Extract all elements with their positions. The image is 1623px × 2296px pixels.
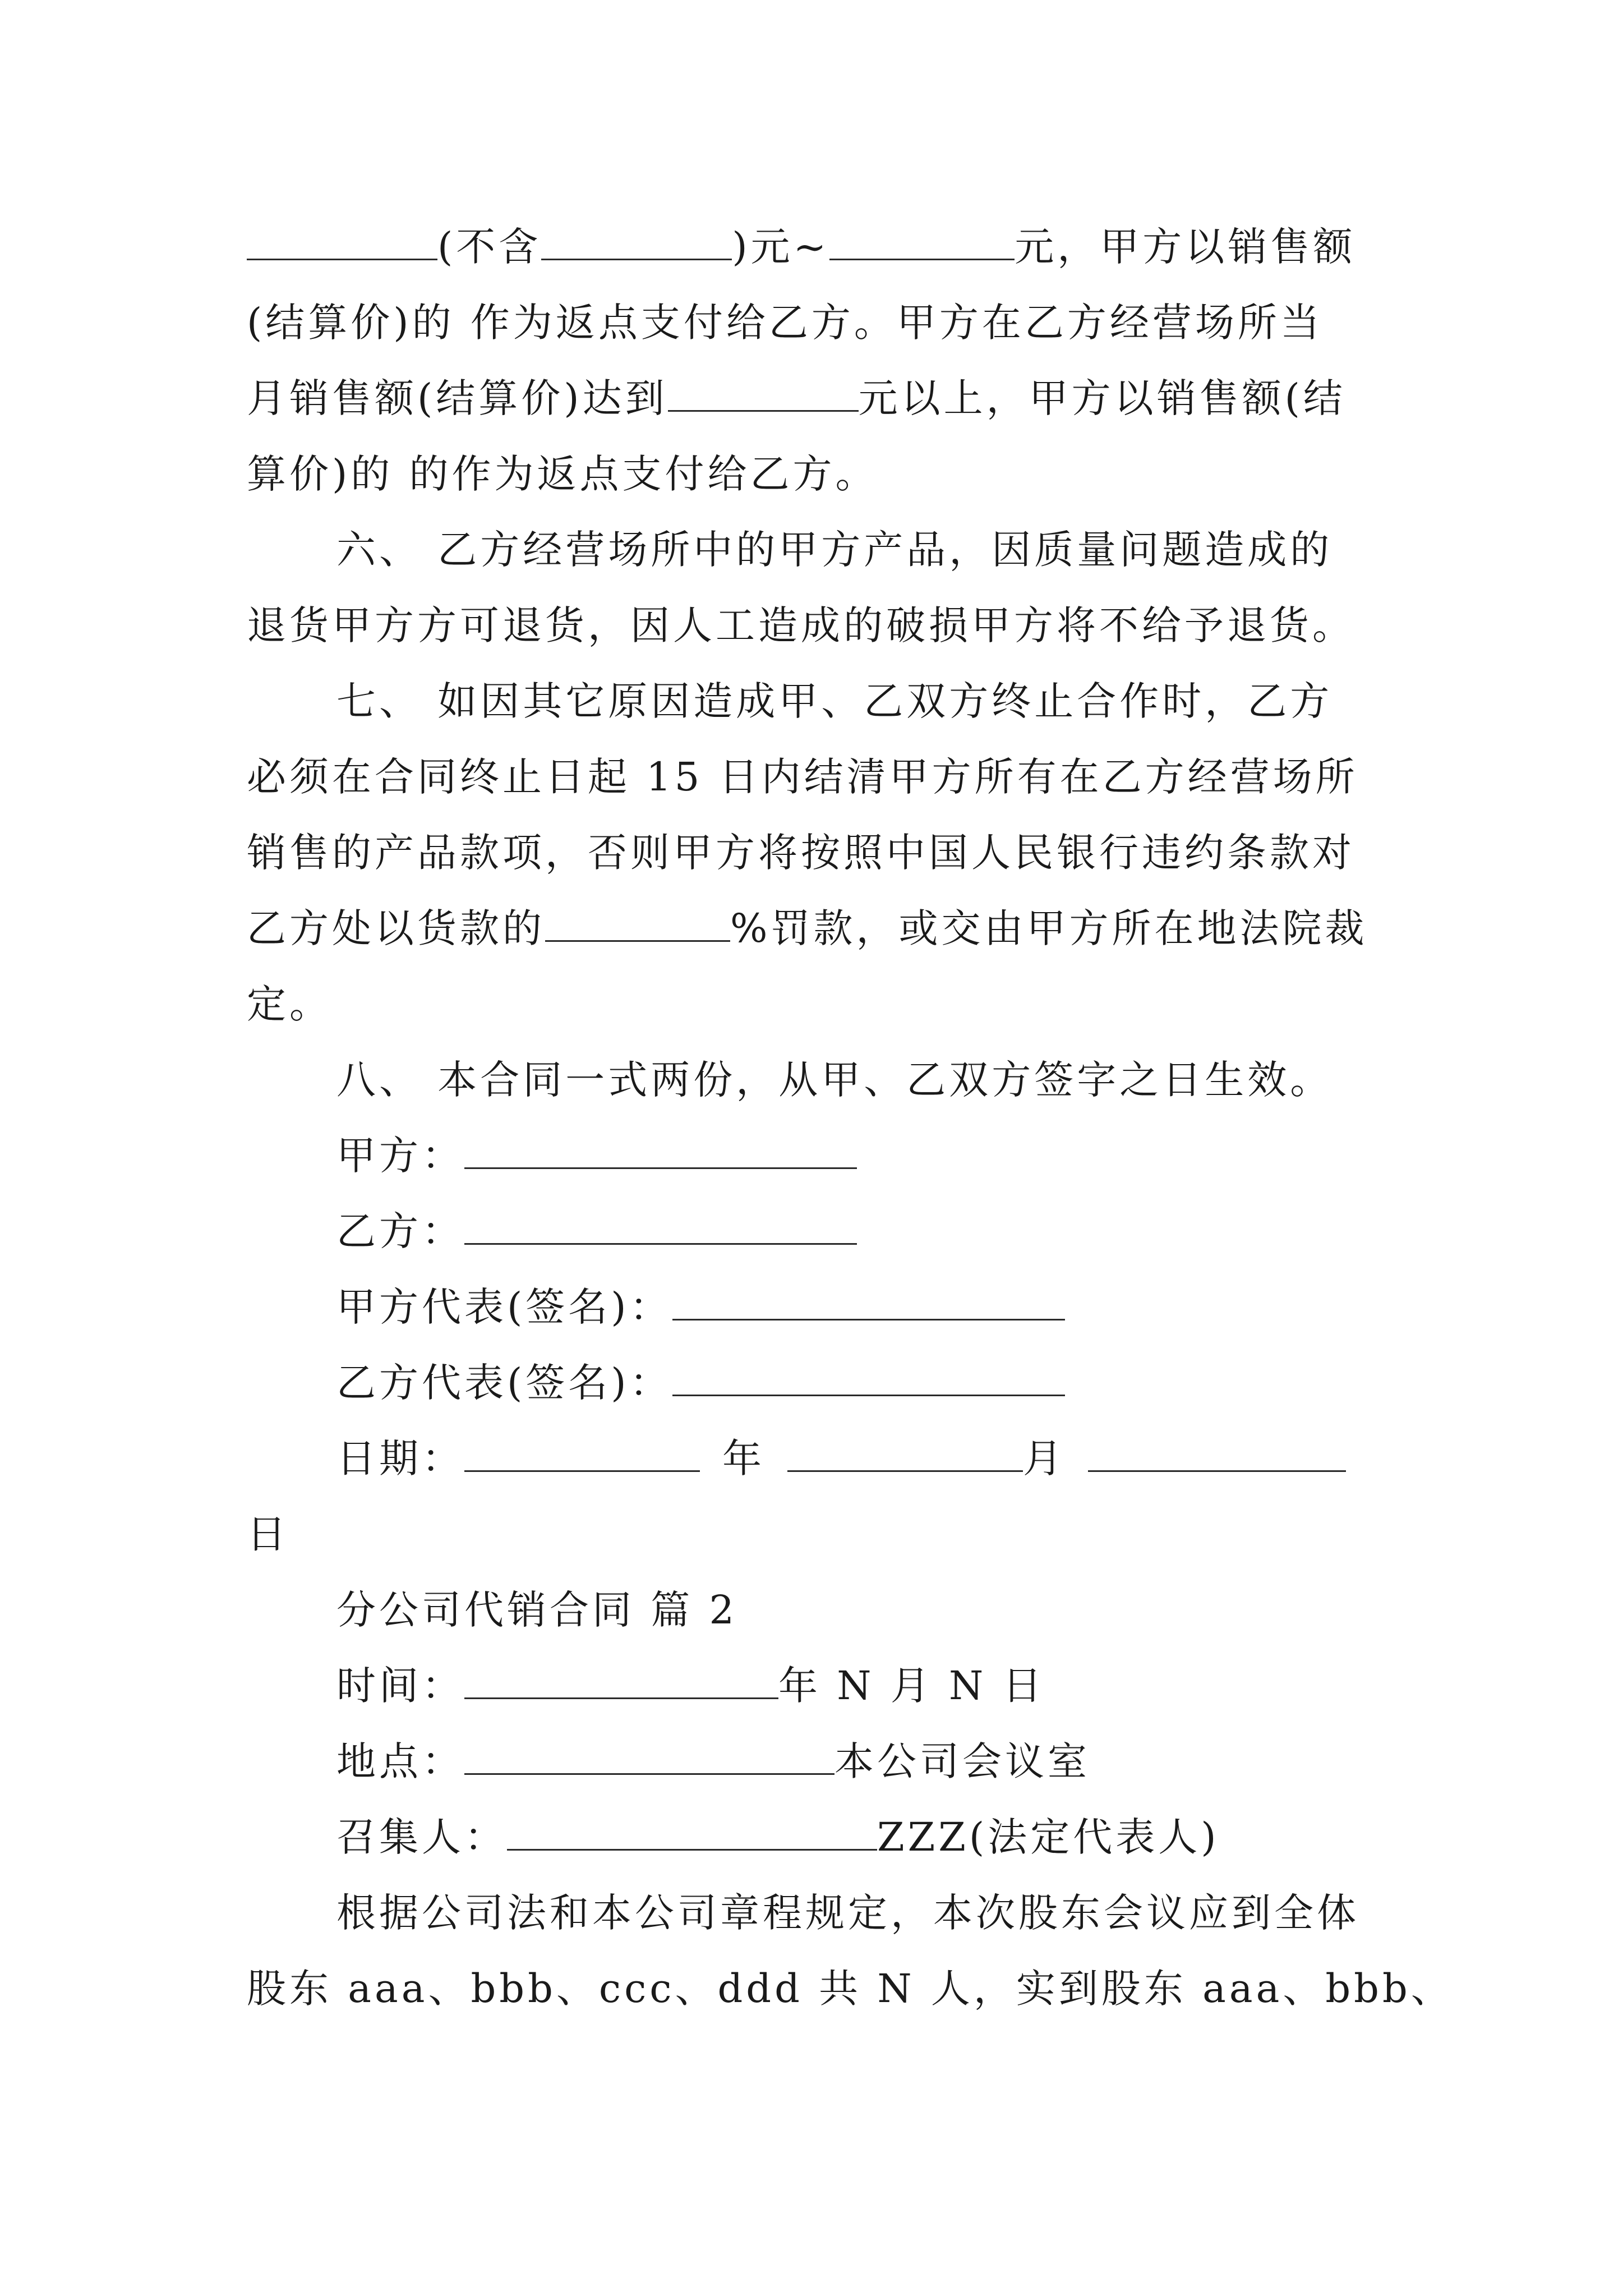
- paragraph-line-2: 股东 aaa、bbb、ccc、ddd 共 N 人，实到股东 aaa、bbb、: [247, 1966, 1454, 2012]
- date-year-blank: [464, 1435, 700, 1472]
- text-line-3: 月销售额(结算价)达到 元以上，甲方以销售额(结: [247, 375, 1346, 421]
- time-blank: [464, 1663, 778, 1699]
- convener-line: 召集人： ZZZ(法定代表人): [336, 1814, 1220, 1860]
- date-month-blank: [787, 1435, 1023, 1472]
- section-heading: 分公司代销合同 篇 2: [336, 1587, 738, 1633]
- rep-b-line: 乙方代表(签名)：: [336, 1358, 1065, 1408]
- blank-field: [541, 224, 732, 260]
- date-day-text: 日: [247, 1511, 289, 1557]
- text-line-8: 必须在合同终止日起 15 日内结清甲方所有在乙方经营场所: [247, 754, 1358, 800]
- paragraph-line-1: 根据公司法和本公司章程规定，本次股东会议应到全体: [336, 1890, 1359, 1936]
- blank-field: [545, 905, 730, 942]
- convener-blank: [507, 1814, 877, 1851]
- blank-field: [829, 224, 1015, 260]
- rep-b-blank: [672, 1360, 1065, 1396]
- date-line: 日期： 年 月: [336, 1433, 1346, 1484]
- clause-eight: 八、 本合同一式两份，从甲、乙双方签字之日生效。: [336, 1057, 1333, 1103]
- text-line-6: 退货甲方方可退货，因人工造成的破损甲方将不给予退货。: [247, 602, 1355, 648]
- blank-field: [247, 224, 437, 260]
- party-b-line: 乙方：: [336, 1206, 857, 1257]
- blank-field: [668, 375, 859, 412]
- text-line-10: 乙方处以货款的 %罚款，或交由甲方所在地法院裁: [247, 905, 1368, 951]
- text-line-9: 销售的产品款项，否则甲方将按照中国人民银行违约条款对: [247, 830, 1355, 876]
- clause-six: 六、 乙方经营场所中的甲方产品，因质量问题造成的: [336, 527, 1333, 573]
- place-line: 地点： 本公司会议室: [336, 1738, 1090, 1784]
- party-a-blank: [464, 1133, 857, 1169]
- rep-a-line: 甲方代表(签名)：: [336, 1282, 1065, 1332]
- text-line-4: 算价)的 的作为返点支付给乙方。: [247, 451, 878, 497]
- date-day-blank: [1088, 1435, 1346, 1472]
- party-a-line: 甲方：: [336, 1130, 857, 1181]
- text-line-11: 定。: [247, 981, 332, 1027]
- place-blank: [464, 1738, 834, 1775]
- time-line: 时间： 年 N 月 N 日: [336, 1663, 1045, 1709]
- text-line-2: (结算价)的 作为返点支付给乙方。甲方在乙方经营场所当: [247, 300, 1323, 346]
- party-b-blank: [464, 1208, 857, 1245]
- rep-a-blank: [672, 1284, 1065, 1320]
- clause-seven: 七、 如因其它原因造成甲、乙双方终止合作时，乙方: [336, 678, 1333, 724]
- text-line-1: (不含 )元~ 元，甲方以销售额: [247, 222, 1355, 272]
